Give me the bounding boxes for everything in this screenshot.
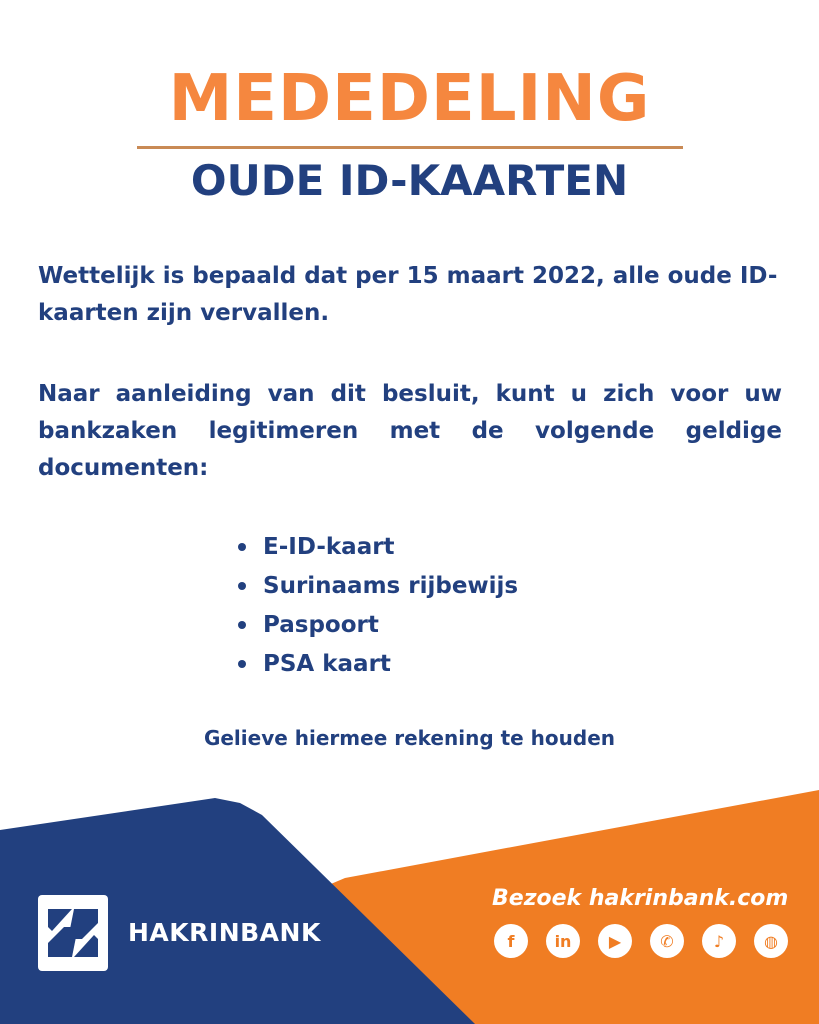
brand-name: HAKRINBANK: [128, 918, 321, 947]
globe-icon[interactable]: ◍: [754, 924, 788, 958]
document-label: PSA kaart: [263, 651, 391, 677]
facebook-icon[interactable]: f: [494, 924, 528, 958]
notice-subtitle: OUDE ID-KAARTEN: [190, 156, 629, 205]
document-label: E-ID-kaart: [263, 534, 395, 560]
closing-note: Gelieve hiermee rekening te houden: [203, 726, 616, 750]
notice-paragraph-2: Naar aanleiding van dit besluit, kunt u zich voor uw bankzaken legitimeren met de volgende geldige documenten:: [38, 381, 782, 481]
youtube-icon[interactable]: ▶: [598, 924, 632, 958]
whatsapp-icon[interactable]: ✆: [650, 924, 684, 958]
document-label: Paspoort: [263, 612, 379, 638]
notice-paragraph-1: Wettelijk is bepaald dat per 15 maart 2022, alle oude ID- kaarten zijn vervallen.: [38, 263, 778, 326]
linkedin-icon[interactable]: in: [546, 924, 580, 958]
document-label: Surinaams rijbewijs: [263, 573, 519, 599]
tiktok-icon[interactable]: ♪: [702, 924, 736, 958]
social-links: [494, 924, 788, 958]
notice-title: MEDEDELING: [168, 62, 651, 136]
visit-website[interactable]: Bezoek hakrinbank.com: [492, 886, 789, 911]
hakrinbank-logo-icon: [38, 895, 108, 971]
